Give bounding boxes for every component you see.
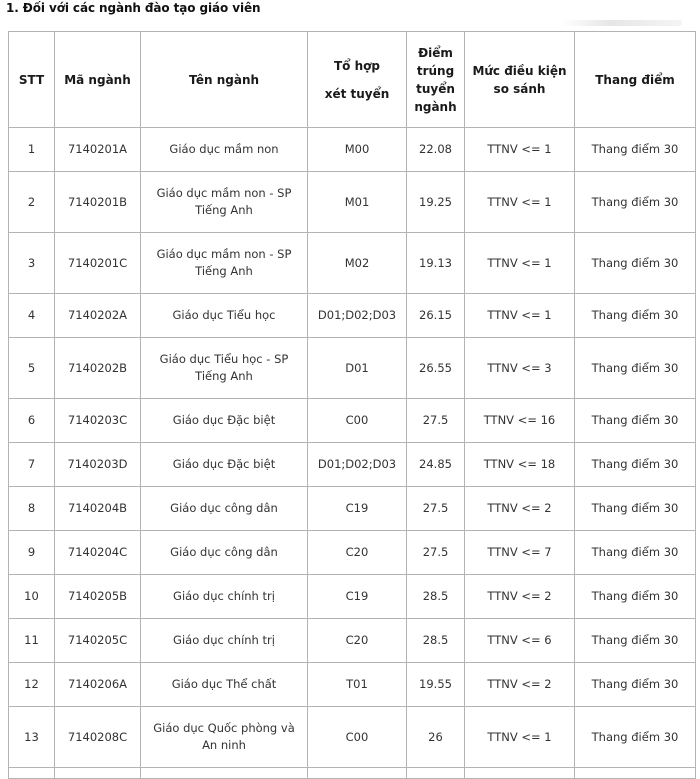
cell-combo: C20 [308,531,407,575]
cell-scale: Thang điểm 30 [575,443,696,487]
cell-code: 7140203C [55,399,141,443]
table-row [9,172,696,233]
cell-score: 19.55 [407,663,465,707]
section-title: 1. Đối với các ngành đào tạo giáo viên [6,1,261,15]
cell-combo: D01;D02;D03 [308,294,407,338]
cell-name: Giáo dục Tiểu học [141,294,308,338]
cell-condition: TTNV <= 7 [465,531,575,575]
cell-scale: Thang điểm 30 [575,128,696,172]
cell-condition: TTNV <= 2 [465,575,575,619]
header-scale: Thang điểm [575,32,696,128]
cell-stt: 7 [9,443,55,487]
cell-combo: C19 [308,487,407,531]
cell-condition: TTNV <= 3 [465,338,575,399]
header-stt: STT [9,32,55,128]
cell-stt: 12 [9,663,55,707]
cell-scale: Thang điểm 30 [575,233,696,294]
cell-code: 7140208C [55,707,141,768]
cell-combo: C20 [308,619,407,663]
header-combo [308,32,407,128]
cell-scale: Thang điểm 30 [575,531,696,575]
cell-score: 27.5 [407,487,465,531]
cell-score: 26.55 [407,338,465,399]
cell-name: Giáo dục Thể chất [141,663,308,707]
cell-stt: 13 [9,707,55,768]
cell-score: 28.5 [407,575,465,619]
cell-stt: 8 [9,487,55,531]
header-combo-line2: xét tuyển [324,86,390,101]
cell-condition: TTNV <= 1 [465,294,575,338]
cell-stt: 2 [9,172,55,233]
header-score: Điểm trúng tuyển ngành [407,32,465,128]
table-row [9,575,696,619]
cell-stt: 1 [9,128,55,172]
cell-code: 7140201A [55,128,141,172]
cell-code: 7140203D [55,443,141,487]
cell-name: Giáo dục Đặc biệt [141,399,308,443]
table-row [9,531,696,575]
cell-combo: T01 [308,663,407,707]
table-row [9,233,696,294]
cell-score: 26.15 [407,294,465,338]
table-row [9,128,696,172]
cell-name: Giáo dục mầm non [141,128,308,172]
cell-score: 27.5 [407,531,465,575]
cell-score: 26 [407,707,465,768]
cell-scale: Thang điểm 30 [575,487,696,531]
cell-name: Giáo dục Đặc biệt [141,443,308,487]
cell-code: 7140204B [55,487,141,531]
cell-name: Giáo dục chính trị [141,575,308,619]
cell-combo: C19 [308,575,407,619]
table-row [9,619,696,663]
table-header-row [9,32,696,128]
header-condition: Mức điều kiện so sánh [465,32,575,128]
cell-stt: 5 [9,338,55,399]
cell-condition: TTNV <= 18 [465,443,575,487]
cell-name: Giáo dục công dân [141,531,308,575]
cell-code: 7140206A [55,663,141,707]
cell-combo: M02 [308,233,407,294]
cell-condition: TTNV <= 2 [465,663,575,707]
cell-scale: Thang điểm 30 [575,294,696,338]
cell-condition: TTNV <= 1 [465,233,575,294]
cell-combo: C00 [308,707,407,768]
cell-stt: 9 [9,531,55,575]
cell-condition: TTNV <= 2 [465,487,575,531]
header-combo-line1: Tổ hợp [334,58,380,73]
cell-condition: TTNV <= 1 [465,707,575,768]
table-row [9,399,696,443]
cell-stt: 6 [9,399,55,443]
cell-scale: Thang điểm 30 [575,575,696,619]
cell-code: 7140202A [55,294,141,338]
cell-code: 7140204C [55,531,141,575]
cell-name: Giáo dục Tiểu học - SP Tiếng Anh [141,338,308,399]
cell-name: Giáo dục công dân [141,487,308,531]
cell-code: 7140201B [55,172,141,233]
table-row [9,294,696,338]
faded-watermark [562,20,682,26]
cell-code: 7140205C [55,619,141,663]
cell-stt: 3 [9,233,55,294]
admission-scores-table [8,31,696,779]
cell-condition: TTNV <= 16 [465,399,575,443]
table-row [9,443,696,487]
cell-scale: Thang điểm 30 [575,399,696,443]
cell-name: Giáo dục mầm non - SP Tiếng Anh [141,172,308,233]
cell-combo: C00 [308,399,407,443]
cell-condition: TTNV <= 1 [465,128,575,172]
table-row-partial [9,768,696,779]
table-row [9,487,696,531]
cell-scale: Thang điểm 30 [575,172,696,233]
cell-stt: 4 [9,294,55,338]
cell-scale: Thang điểm 30 [575,663,696,707]
cell-scale: Thang điểm 30 [575,707,696,768]
table-row [9,663,696,707]
cell-combo: M00 [308,128,407,172]
header-code: Mã ngành [55,32,141,128]
cell-score: 19.13 [407,233,465,294]
table-row [9,707,696,768]
cell-stt: 10 [9,575,55,619]
cell-stt: 11 [9,619,55,663]
cell-name: Giáo dục mầm non - SP Tiếng Anh [141,233,308,294]
cell-score: 24.85 [407,443,465,487]
table-row [9,338,696,399]
cell-scale: Thang điểm 30 [575,619,696,663]
cell-code: 7140205B [55,575,141,619]
cell-condition: TTNV <= 1 [465,172,575,233]
cell-score: 27.5 [407,399,465,443]
cell-code: 7140201C [55,233,141,294]
cell-combo: D01;D02;D03 [308,443,407,487]
cell-combo: D01 [308,338,407,399]
cell-name: Giáo dục Quốc phòng và An ninh [141,707,308,768]
cell-score: 19.25 [407,172,465,233]
cell-score: 22.08 [407,128,465,172]
cell-name: Giáo dục chính trị [141,619,308,663]
cell-scale: Thang điểm 30 [575,338,696,399]
cell-code: 7140202B [55,338,141,399]
cell-condition: TTNV <= 6 [465,619,575,663]
cell-score: 28.5 [407,619,465,663]
cell-combo: M01 [308,172,407,233]
header-name: Tên ngành [141,32,308,128]
